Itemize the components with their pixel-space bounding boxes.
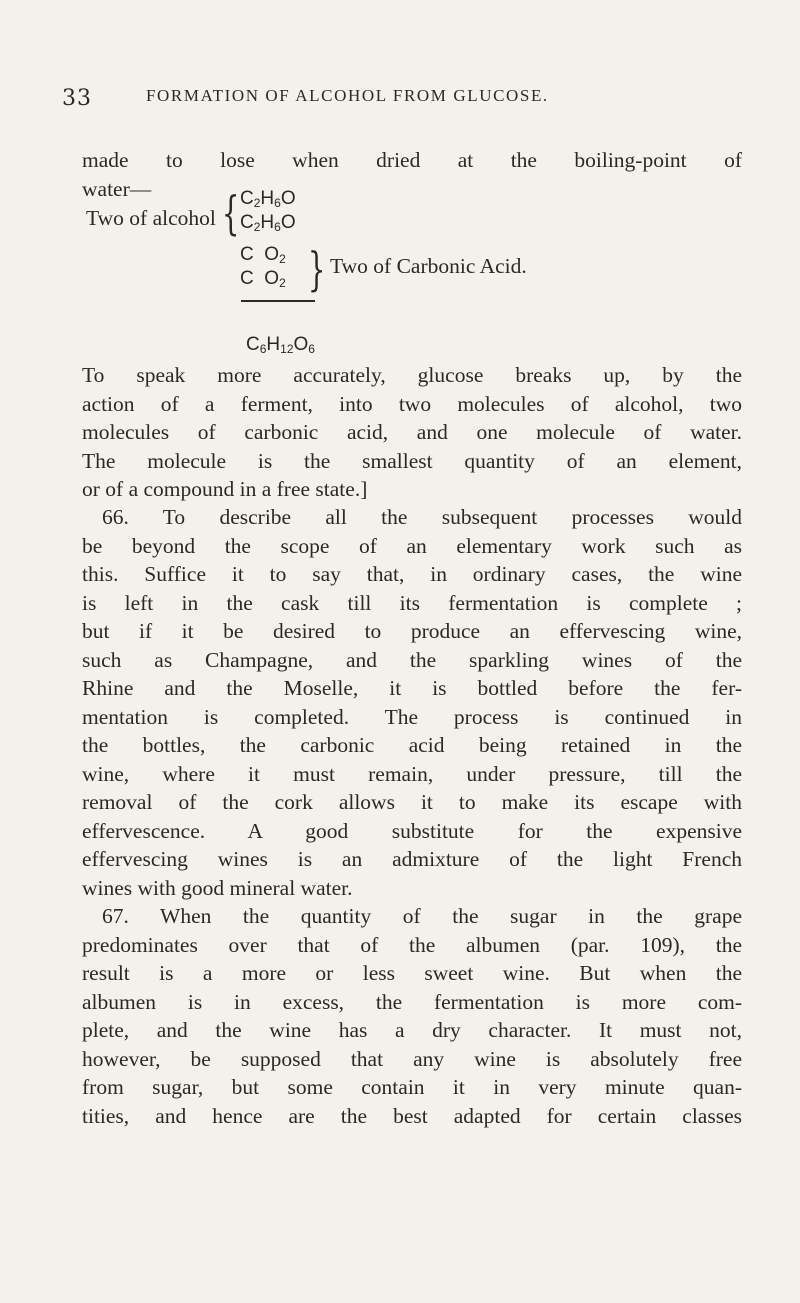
paragraph xyxy=(82,361,742,504)
text-line: The molecule is the smallest quantity of an element, xyxy=(82,448,742,473)
carbonic-formula: C $O_2$ xyxy=(240,244,286,266)
text-line: such as Champagne, and the sparkling wines of the xyxy=(82,647,742,672)
left-brace: { xyxy=(221,186,240,240)
paragraph xyxy=(82,902,742,1130)
glucose-formula: $C_6H_{12}O_6$ xyxy=(246,334,315,356)
alcohol-formula: $C_2H_6O$ xyxy=(240,212,296,234)
text-line: action of a ferment, into two molecules of alcohol, two xyxy=(82,391,742,416)
carbonic-label: Two of Carbonic Acid. xyxy=(330,254,527,278)
text-line: molecules of carbonic acid, and one molecule of water. xyxy=(82,420,742,444)
carbonic-formula: C $O_2$ xyxy=(240,268,286,290)
text-line: is left in the cask till its fermentation is complete ; xyxy=(82,590,742,615)
alcohol-label: Two of alcohol xyxy=(86,206,216,230)
text-line: from sugar, but some contain it in very minute quan- xyxy=(82,1075,742,1099)
right-brace: } xyxy=(307,242,326,296)
text-line: result is a more or less sweet wine. But when the xyxy=(82,961,742,985)
text-line: wine, where it must remain, under pressure, till the xyxy=(82,761,742,786)
text-line: effervescing wines is an admixture of the light French xyxy=(82,847,742,871)
alcohol-formula: $C_2H_6O$ xyxy=(240,188,296,210)
text-line: effervescence. A good substitute for the expensive xyxy=(82,818,742,843)
text-line: be beyond the scope of an elementary work such as xyxy=(82,533,742,558)
paragraph xyxy=(82,503,742,902)
text-line: To speak more accurately, glucose breaks up, by the xyxy=(82,363,742,387)
text-line: Rhine and the Moselle, it is bottled before the fer- xyxy=(82,676,742,700)
page-number: 33 xyxy=(62,86,92,111)
text-line: tities, and hence are the best adapted for certain classes xyxy=(82,1103,742,1128)
text-line: 66. To describe all the subsequent processes would xyxy=(102,505,742,529)
text-line: water— xyxy=(82,176,152,201)
text-line: predominates over that of the albumen (par. 109), the xyxy=(82,932,742,957)
text-line: 67. When the quantity of the sugar in the grape xyxy=(102,904,742,928)
sum-rule xyxy=(241,300,315,302)
text-line: removal of the cork allows it to make its escape with xyxy=(82,790,742,814)
text-line: albumen is in excess, the fermentation is more com- xyxy=(82,989,742,1014)
text-line: the bottles, the carbonic acid being retained in the xyxy=(82,733,742,757)
text-line: however, be supposed that any wine is absolutely free xyxy=(82,1046,742,1071)
text-line: wines with good mineral water. xyxy=(82,875,353,900)
text-line: mentation is completed. The process is continued in xyxy=(82,704,742,729)
chemical-equation xyxy=(86,188,746,388)
text-line: plete, and the wine has a dry character. It must not, xyxy=(82,1018,742,1042)
text-line: this. Suffice it to say that, in ordinary cases, the wine xyxy=(82,562,742,586)
text-line: but if it be desired to produce an effervescing wine, xyxy=(82,619,742,643)
text-line: made to lose when dried at the boiling-point of xyxy=(82,148,742,172)
running-head: FORMATION OF ALCOHOL FROM GLUCOSE. xyxy=(146,86,549,105)
text-line: or of a compound in a free state.] xyxy=(82,477,368,501)
